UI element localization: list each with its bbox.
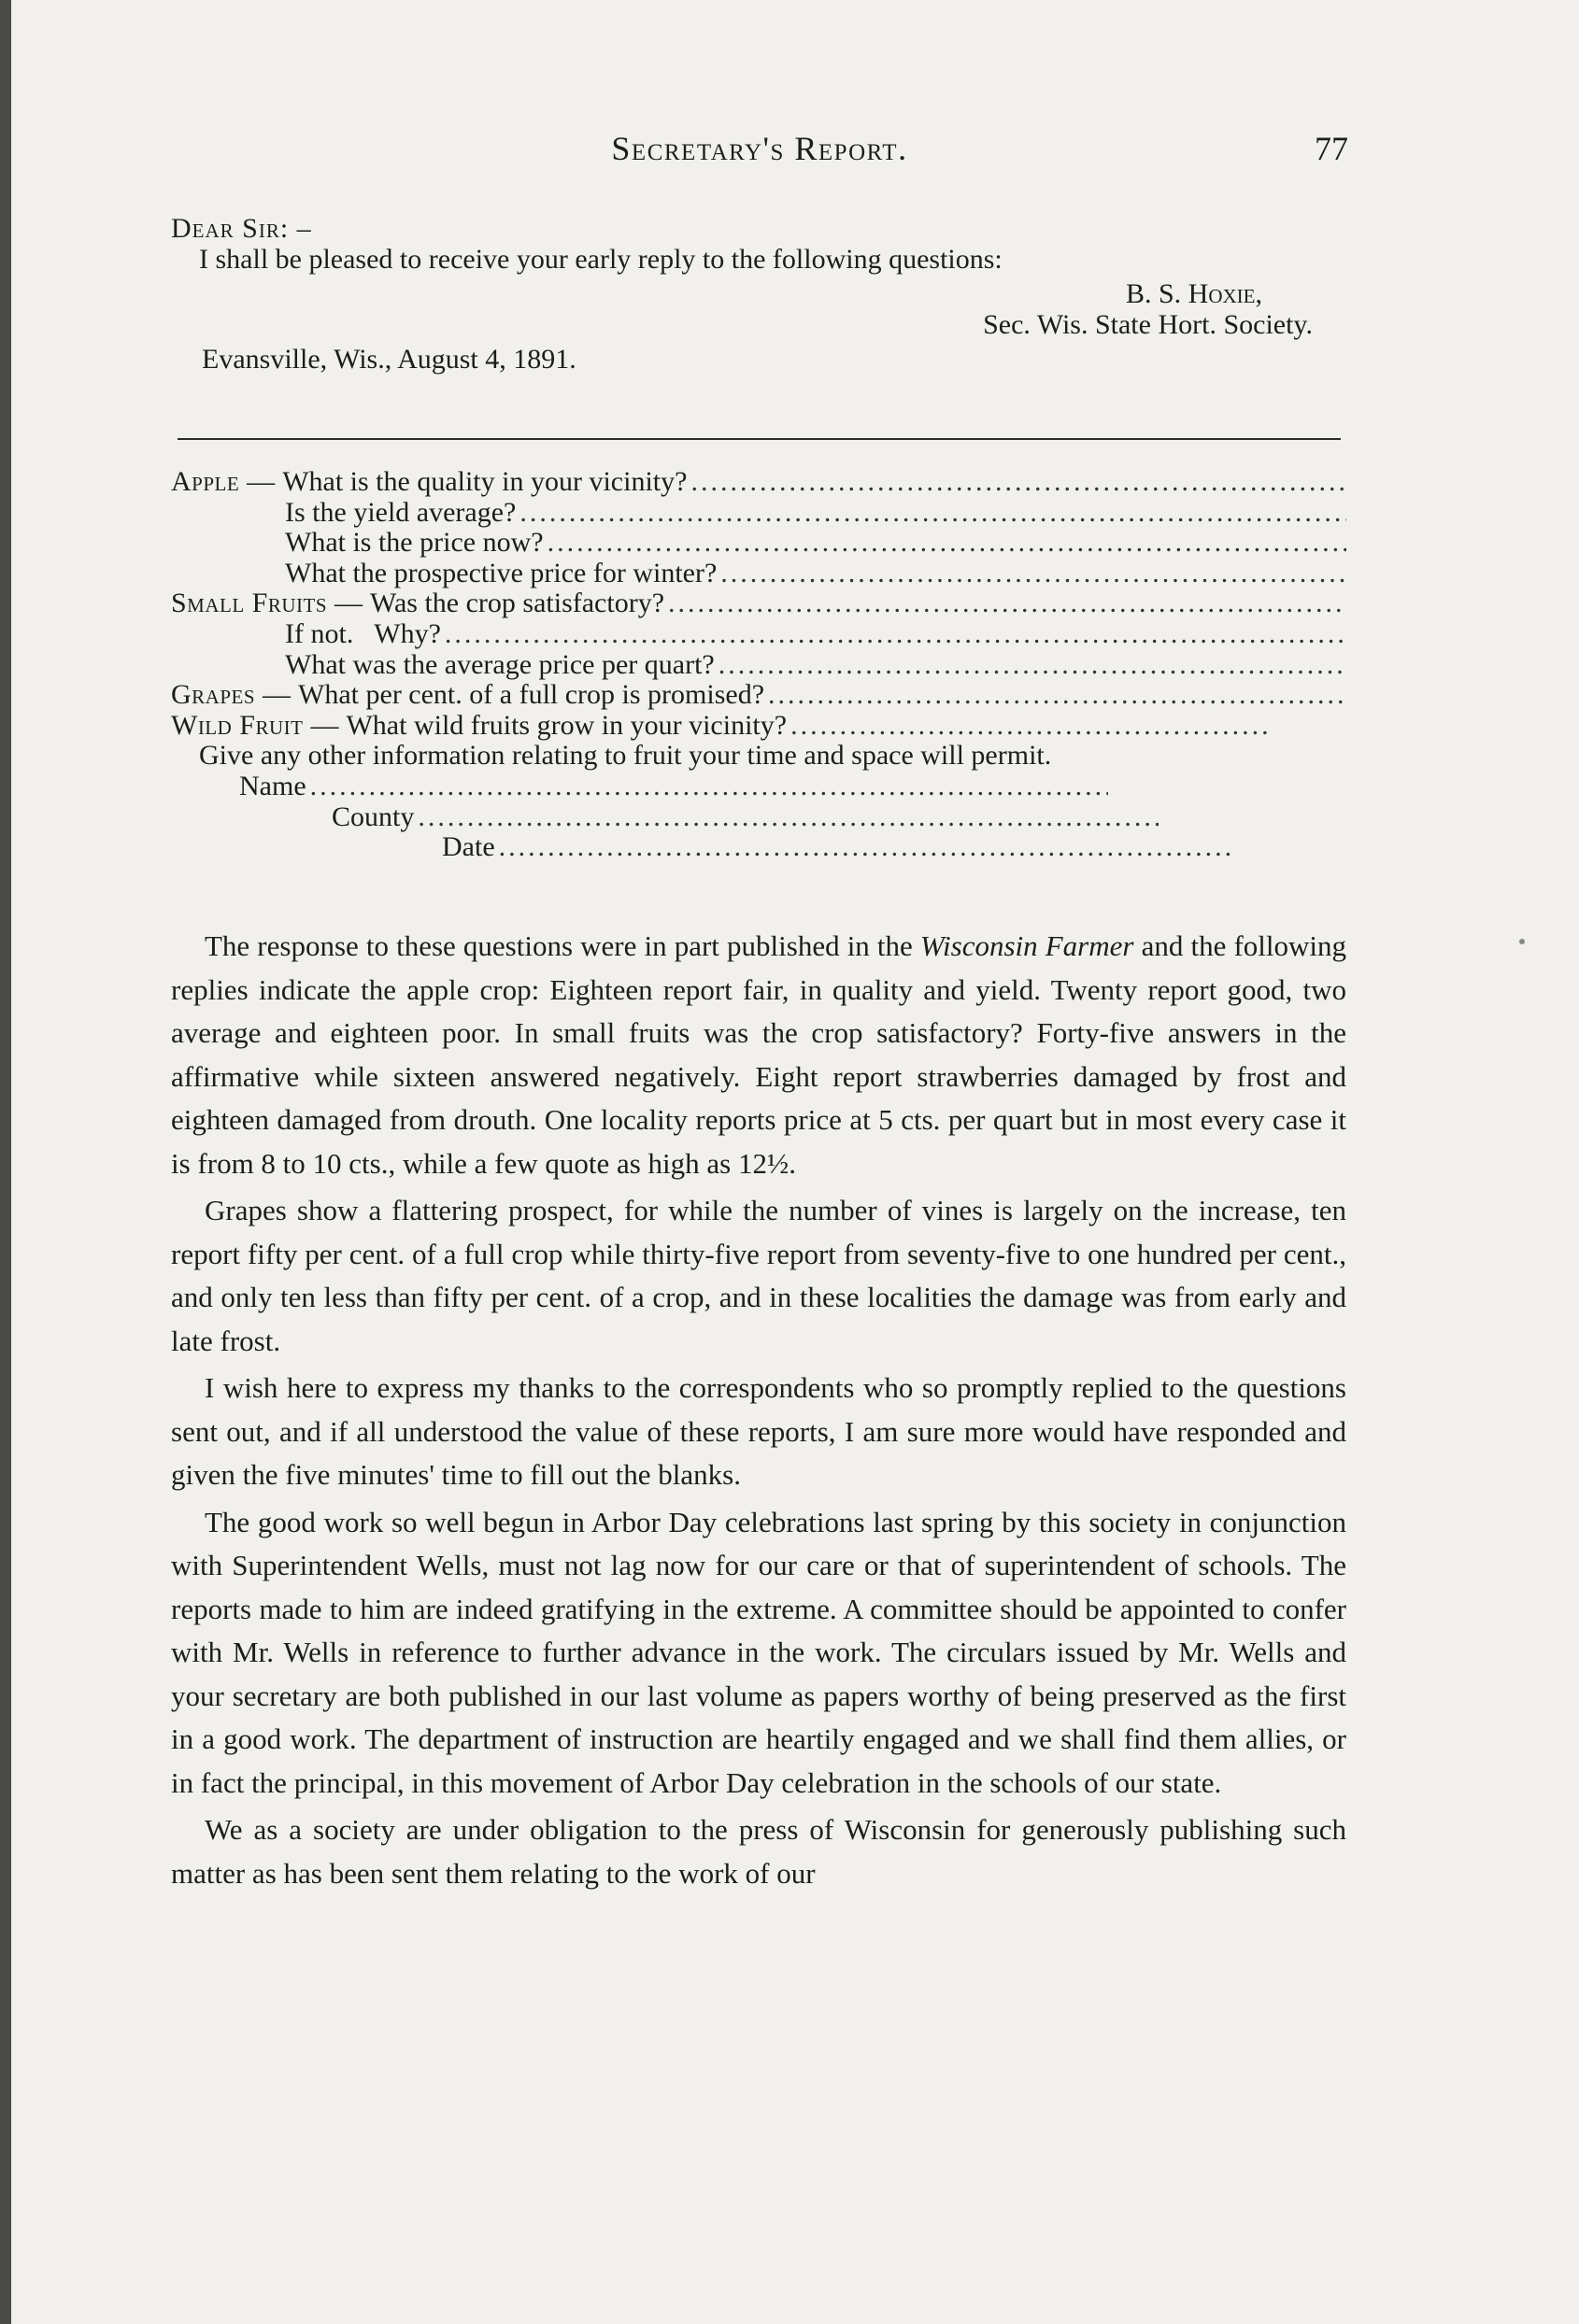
answer-blank — [310, 772, 1108, 802]
answer-blank — [445, 619, 1346, 650]
other-information-prompt: Give any other information relating to fruit your time and space will permit. — [199, 740, 1052, 772]
running-head: Secretary's Report. — [611, 130, 908, 167]
answer-blank — [418, 802, 1159, 833]
letter-block — [171, 213, 1346, 375]
paragraph-thanks: I wish here to express my thanks to the correspondents who so promptly replied to the questions sent out, and if all understood the value of these reports, I am sure more would have responded and given the five minutes' time to fill out the blanks. — [171, 1371, 1346, 1491]
letter-body: I shall be pleased to receive your early reply to the following questions: — [199, 244, 1003, 275]
page-header — [171, 129, 1348, 176]
question-text: What was the average price per quart? — [285, 648, 715, 680]
letter-salutation: Dear Sir: – — [171, 213, 312, 244]
report-body — [171, 925, 1346, 1899]
field-county — [171, 802, 1159, 833]
question-small-fruits-price — [171, 650, 1346, 681]
field-date — [171, 832, 1231, 863]
questionnaire — [171, 467, 1346, 863]
answer-blank — [668, 588, 1346, 619]
answer-blank — [690, 467, 1346, 498]
apple-label: Apple — — [171, 466, 276, 497]
question-text: What is the quality in your vicinity? — [282, 466, 688, 497]
question-text: Was the crop satisfactory? — [370, 588, 665, 619]
section-divider — [178, 438, 1341, 440]
small-fruits-label: Small Fruits — — [171, 588, 363, 619]
field-label: Date — [442, 831, 495, 863]
letter-place-date: Evansville, Wis., August 4, 1891. — [202, 344, 576, 375]
question-apple-quality — [171, 467, 1346, 498]
answer-blank — [519, 498, 1346, 529]
question-grapes — [171, 680, 1346, 711]
question-text: What per cent. of a full crop is promised? — [298, 679, 765, 711]
wild-fruit-label: Wild Fruit — — [171, 709, 339, 741]
question-text: What is the price now? — [285, 527, 544, 559]
signature-name: B. S. Hoxie, — [1125, 278, 1262, 309]
paragraph-arbor-day: The good work so well begun in Arbor Day celebrations last spring by this society in conjunction with Superintendent Wells, must not lag now for our care or that of superintendent of schools. The reports made to him are indeed gratifying in the extreme. A committee should be appointed to confer with Mr. Wells in reference to further advance in the work. The circulars issued by Mr. Wells and your secretary are both published in our last volume as papers worthy of being preserved as the first in a good work. The department of instruction are heartily engaged and we shall find them allies, or in fact the principal, in this movement of Arbor Day celebration in the schools of our state. — [171, 1505, 1346, 1799]
answer-blank — [768, 680, 1346, 711]
answer-blank — [499, 832, 1231, 863]
question-text: If not. Why? — [285, 617, 441, 649]
question-apple-yield — [171, 498, 1346, 529]
question-text: What the prospective price for winter? — [285, 557, 718, 588]
question-text: What wild fruits grow in your vicinity? — [346, 709, 788, 741]
paragraph-apple-crop — [171, 925, 1346, 1185]
text-run: and the following replies indicate the apple crop: Eighteen report fair, in quality and yield. Twenty report good, two average and eighteen poor. In small fruits was the crop satisfactory? Forty-five answers in the affirmative while sixteen answered negatively. Eight report strawberries damaged by frost and eighteen damaged from drouth. One locality reports price at 5 cts. per quart but in most every case it is from 8 to 10 cts., while a few quote as high as 12½. — [171, 929, 1346, 1180]
question-apple-price — [171, 528, 1346, 559]
question-small-fruits-why — [171, 619, 1346, 650]
answer-blank — [720, 559, 1346, 589]
question-small-fruits-crop — [171, 588, 1346, 619]
paper-speck — [1519, 939, 1525, 944]
page-binding-edge — [0, 0, 11, 2324]
text-run: The response to these questions were in part published in the — [205, 929, 920, 962]
question-wild-fruit — [171, 711, 1269, 742]
page-number: 77 — [1315, 130, 1348, 167]
signature-title: Sec. Wis. State Hort. Society. — [983, 309, 1313, 340]
publication-title: Wisconsin Farmer — [919, 929, 1134, 962]
paragraph-press: We as a society are under obligation to the press of Wisconsin for generously publishing such matter as has been sent them relating to the work of our — [171, 1813, 1346, 1890]
answer-blank — [548, 528, 1346, 559]
paragraph-grapes: Grapes show a flattering prospect, for while the number of vines is largely on the increase, ten report fifty per cent. of a full crop while thirty-five report from seventy-five to one hundred per cent., and only ten less than fifty per cent. of a crop, and in these localities the damage was from early and late frost. — [171, 1194, 1346, 1357]
field-label: Name — [239, 770, 306, 801]
grapes-label: Grapes — — [171, 679, 292, 711]
field-label: County — [332, 801, 415, 832]
answer-blank — [718, 650, 1346, 681]
field-name — [171, 772, 1108, 802]
question-text: Is the yield average? — [285, 496, 517, 528]
question-apple-winter-price — [171, 559, 1346, 589]
answer-blank — [790, 711, 1269, 742]
